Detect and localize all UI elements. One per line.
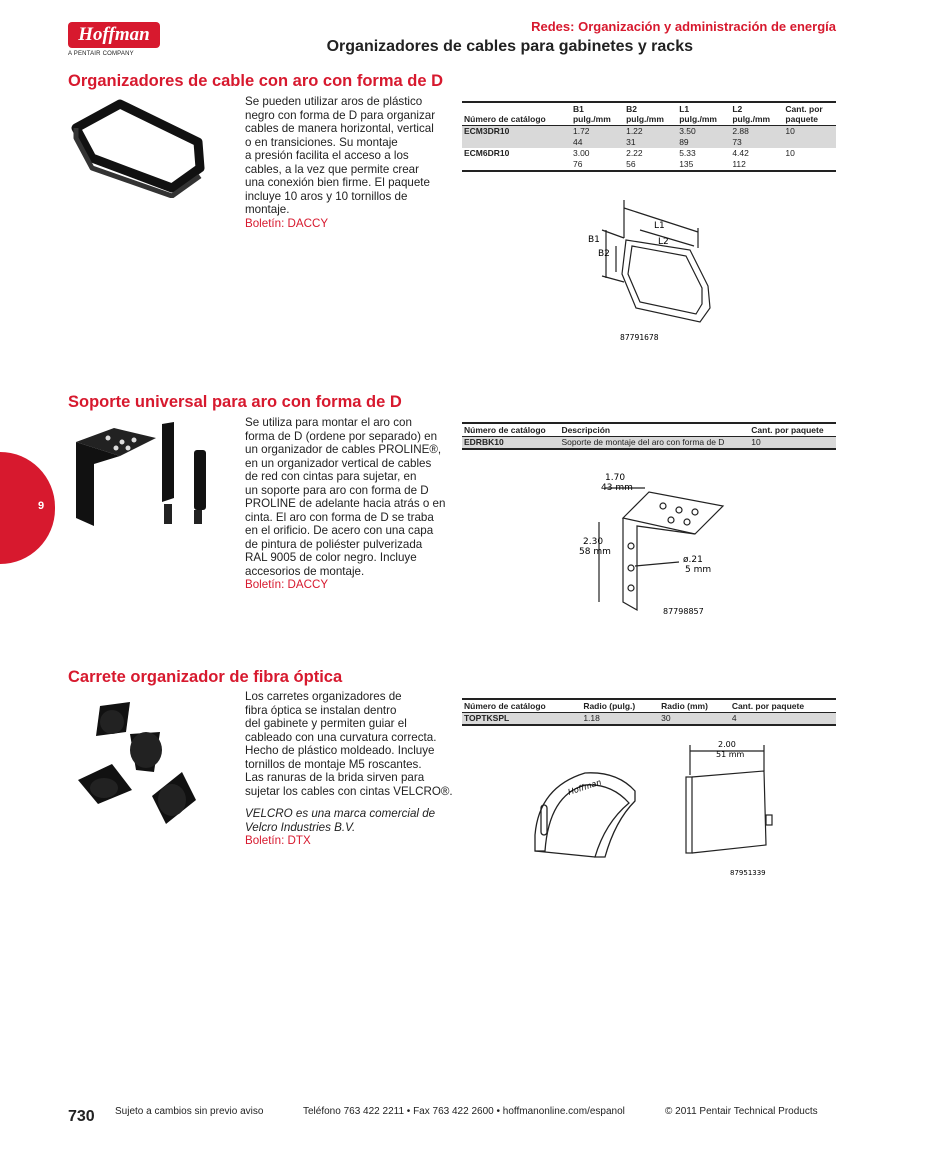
table-row: 76 56 135 112: [572, 159, 746, 169]
bulletin-link[interactable]: Boletín: DACCY: [245, 578, 329, 591]
dim-height-in: 2.30: [583, 537, 604, 547]
spec-table-d-ring: Número de catálogo B1 pulg./mm B2 pulg./mm L1 pulg./mm L2 pulg./mm Cant. por paquete ECM3DR10 1.72 1.22 3.50 2.88 10 44 31 89 73 ECM6DR10 3.00 2.22 5.33 4.42 10 76 56 135 112: [462, 101, 836, 172]
table-row: ECM6DR10 3.00 2.22 5.33 4.42 10: [464, 148, 795, 158]
bracket-drawing: [575, 466, 735, 616]
section-label: Redes: Organización y administración de energía: [531, 19, 836, 34]
dim-hole-mm: 5 mm: [685, 565, 712, 575]
footer-contact[interactable]: Teléfono 763 422 2211 • Fax 763 422 2600 • hoffmanonline.com/espanol: [303, 1106, 625, 1117]
footer-copyright: © 2011 Pentair Technical Products: [665, 1106, 818, 1117]
d-ring-photo: [68, 98, 208, 198]
section-title-d-ring: Organizadores de cable con aro con forma de D: [68, 72, 444, 90]
bracket-photo: [64, 418, 224, 530]
drawing-code: 87798857: [663, 607, 704, 616]
fiber-spool-photo: [72, 700, 232, 830]
bulletin-link[interactable]: Boletín: DACCY: [245, 216, 329, 230]
logo-subtitle: A PENTAIR COMPANY: [68, 51, 134, 57]
page-number: 730: [68, 1108, 95, 1125]
bulletin-link[interactable]: Boletín: DTX: [245, 834, 311, 847]
spec-table-universal-bracket: Número de catálogo Descripción Cant. por paquete EDRBK10 Soporte de montaje del aro con forma de D 10: [462, 422, 836, 450]
section-description-d-ring: Se pueden utilizar aros de plástico negro con forma de D para organizar cables de manera horizontal, vertical o en transiciones. Su montaje a presión facilita el acceso a los cables, a la vez que permite crear una conexión bien firme. El paquete incluye 10 aros y 10 tornillos de montaje. Boletín: DACCY: [245, 95, 436, 230]
dim-mm: 51 mm: [716, 750, 745, 759]
table-row: TOPTKSPL 1.18 30 4: [462, 713, 836, 726]
page-title: Organizadores de cables para gabinetes y racks: [326, 38, 693, 55]
chapter-tab: [0, 452, 55, 564]
table-row: 44 31 89 73: [462, 137, 836, 148]
dim-hole-in: ø.21: [683, 555, 703, 565]
dim-l2: L2: [658, 237, 669, 247]
dim-b1: B1: [588, 235, 600, 245]
dim-l1: L1: [654, 221, 665, 231]
hoffman-logo: Hoffman: [68, 22, 160, 48]
dim-height-mm: 58 mm: [579, 547, 611, 557]
dim-width-mm: 43 mm: [601, 483, 633, 493]
spec-table-fiber-spool: Número de catálogo Radio (pulg.) Radio (mm) Cant. por paquete TOPTKSPL 1.18 30 4: [462, 698, 836, 726]
fiber-spool-drawing-front: [525, 765, 650, 865]
fiber-spool-drawing-side: [680, 735, 780, 880]
dim-width-in: 1.70: [605, 473, 626, 483]
section-description-universal-bracket: Se utiliza para montar el aro con forma de D (ordene por separado) en un organizador de cables PROLINE®, en un organizador vertical de cables de red con cintas para sujetar, en un soporte para aro con forma de D PROLINE de adelante hacia atrás o en cinta. El aro con forma de D se traba en el orificio. De acero con una capa de pintura de poliéster pulverizada RAL 9005 de color negro. Incluye accesorios de montaje. Boletín: DACCY: [245, 416, 446, 591]
chapter-tab-number: 9: [38, 500, 45, 512]
footer-notice: Sujeto a cambios sin previo aviso: [115, 1106, 264, 1117]
dim-b2: B2: [598, 249, 610, 259]
section-title-universal-bracket: Soporte universal para aro con forma de D: [68, 393, 402, 411]
section-title-fiber-spool: Carrete organizador de fibra óptica: [68, 668, 343, 686]
section-description-fiber-spool: Los carretes organizadores de fibra óptica se instalan dentro del gabinete y permiten guiar el cableado con una curvatura correcta. Hecho de plástico moldeado. Incluye tornillos de montaje M5 roscantes. Las ranuras de la brida sirven para sujetar los cables con cintas VELCRO®. VELCRO es una marca comercial de Velcro Industries B.V. Boletín: DTX: [245, 690, 453, 847]
drawing-code: 87951339: [730, 869, 766, 877]
spool-logo: Hoffman: [566, 777, 603, 797]
velcro-note: VELCRO es una marca comercial de Velcro Industries B.V.: [245, 807, 436, 834]
dim-in: 2.00: [718, 740, 736, 749]
drawing-code: 87791678: [620, 333, 659, 342]
table-row: ECM3DR10 1.72 1.22 3.50 2.88 10: [462, 126, 836, 138]
d-ring-drawing: [580, 190, 730, 350]
table-row: EDRBK10 Soporte de montaje del aro con forma de D 10: [462, 437, 836, 450]
